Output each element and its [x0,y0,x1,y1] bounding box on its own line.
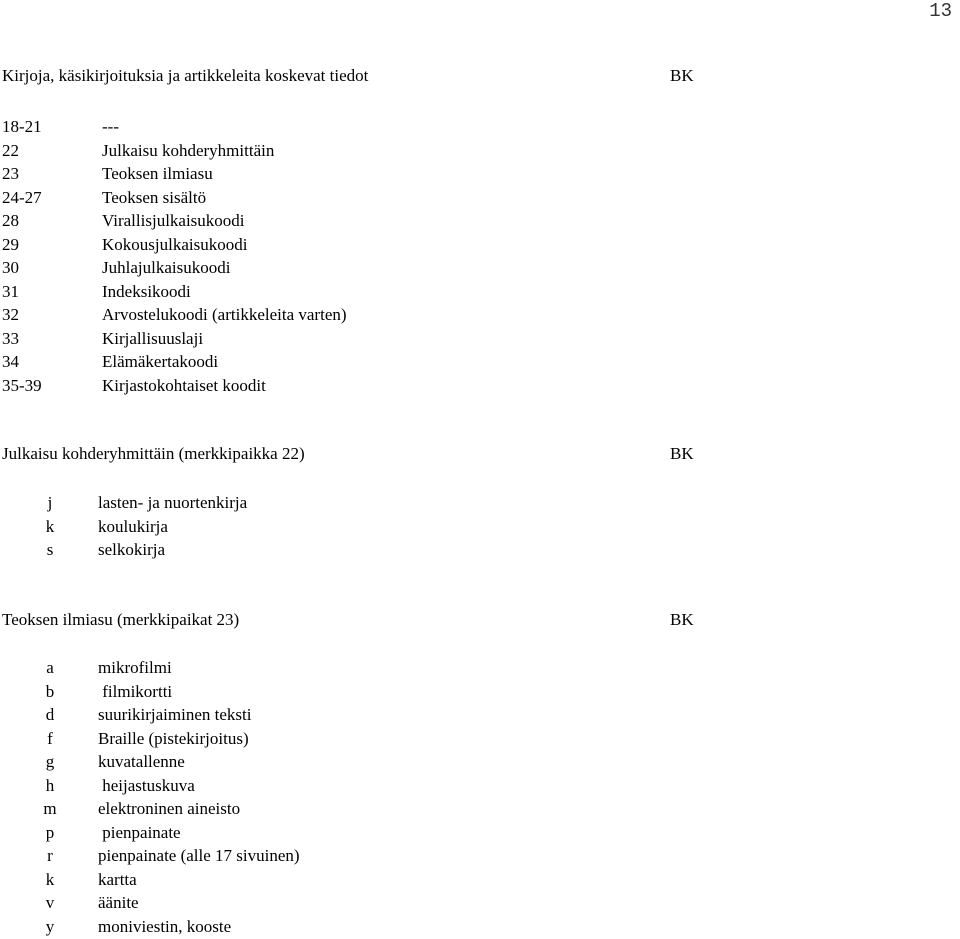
position-code: 24-27 [2,187,42,207]
code-letter: v [45,893,55,912]
field-label: Julkaisu kohderyhmittäin [102,140,275,160]
position-code: 35-39 [2,375,42,395]
code-letter: b [45,681,55,701]
code-description: kuvatallenne [98,752,185,771]
code-description: kartta [98,869,137,889]
field-label: Teoksen sisältö [102,187,207,207]
section1-bk-label: BK [670,66,694,85]
section3-heading: Teoksen ilmiasu (merkkipaikat 23) [2,610,240,629]
code-description: pienpainate (alle 17 sivuinen) [98,846,300,865]
code-description: äänite [98,893,139,912]
code-letter: d [45,705,55,724]
code-description: heijastuskuva [98,775,195,795]
field-label: Kirjastokohtaiset koodit [102,375,266,395]
code-description: filmikortti [98,681,173,701]
code-letter: k [45,869,55,889]
position-code: 28 [2,211,19,230]
section2-bk-label: BK [670,444,694,463]
code-letter: r [47,846,53,865]
code-description: Braille (pistekirjoitus) [98,728,249,748]
field-label: Virallisjulkaisukoodi [102,211,245,230]
page-number: 13 [929,0,952,22]
position-code: 18-21 [2,117,42,136]
code-letter: s [46,540,54,559]
position-code: 23 [2,164,19,183]
position-code: 34 [2,352,19,371]
field-label: Kokousjulkaisukoodi [102,234,248,254]
field-label: Arvostelukoodi (artikkeleita varten) [102,305,347,324]
code-letter: f [47,728,53,748]
code-letter: h [45,775,55,795]
section2-heading: Julkaisu kohderyhmittäin (merkkipaikka 22) [2,444,305,463]
code-letter: j [47,493,53,512]
field-label: Elämäkertakoodi [102,352,219,371]
code-description: moniviestin, kooste [98,916,232,936]
code-letter: m [43,799,57,818]
position-code: 32 [2,305,19,324]
code-description: selkokirja [98,540,166,559]
code-letter: g [45,752,55,771]
code-letter: k [45,516,55,536]
position-code: 29 [2,234,19,254]
code-description: suurikirjaiminen teksti [98,705,252,724]
field-label: Juhlajulkaisukoodi [102,258,231,277]
position-code: 33 [2,328,19,348]
section1-heading: Kirjoja, käsikirjoituksia ja artikkeleita koskevat tiedot [2,66,369,85]
position-code: 30 [2,258,19,277]
code-description: elektroninen aineisto [98,799,241,818]
field-label: --- [102,117,119,136]
code-description: koulukirja [98,516,168,536]
code-letter: p [45,822,55,842]
field-label: Indeksikoodi [102,281,191,301]
code-letter: y [45,916,55,936]
code-description: lasten- ja nuortenkirja [98,493,248,512]
section3-bk-label: BK [670,610,694,629]
field-label: Teoksen ilmiasu [102,164,213,183]
position-code: 22 [2,140,19,160]
code-description: pienpainate [98,822,181,842]
field-label: Kirjallisuuslaji [102,328,204,348]
code-description: mikrofilmi [98,658,172,677]
code-letter: a [46,658,54,677]
position-code: 31 [2,281,19,301]
